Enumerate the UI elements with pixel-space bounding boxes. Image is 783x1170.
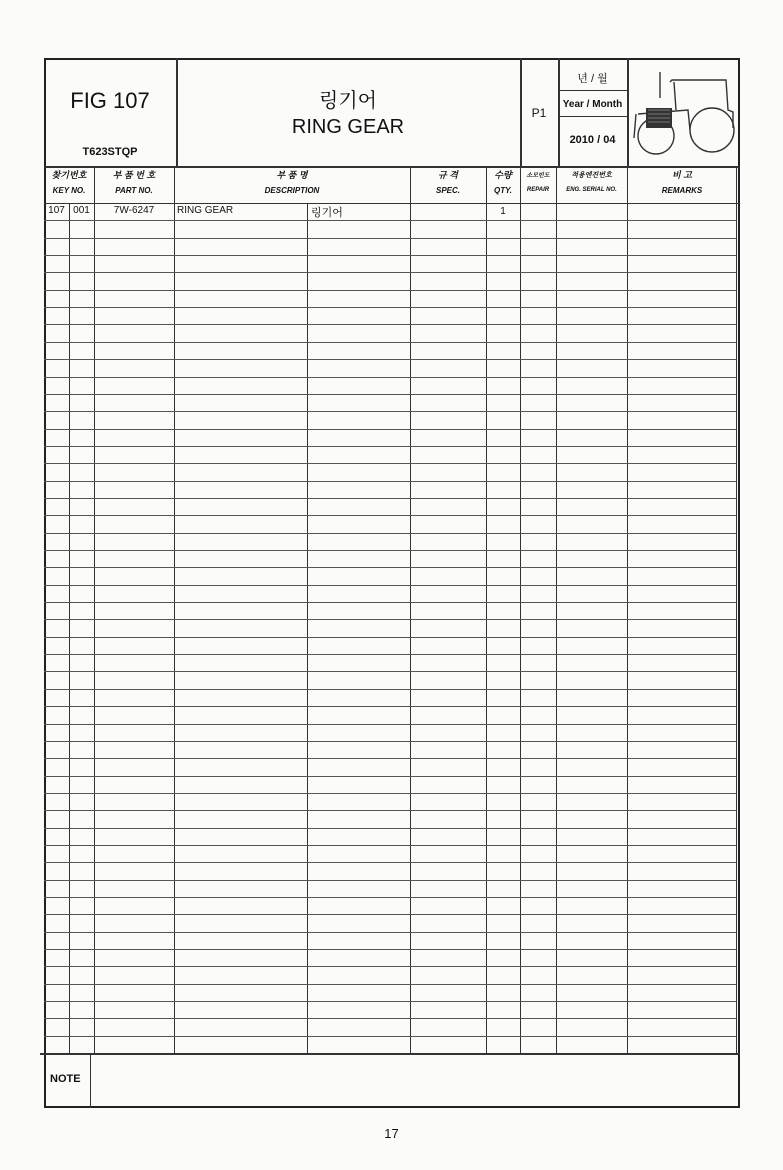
row-rule bbox=[44, 290, 736, 291]
revision-date: 2010 / 04 bbox=[569, 134, 616, 146]
row-rule bbox=[44, 567, 736, 568]
row-rule bbox=[44, 272, 736, 273]
row-rule bbox=[44, 446, 736, 447]
year-month-english: Year / Month bbox=[562, 99, 623, 110]
row-rule bbox=[44, 307, 736, 308]
row-rule bbox=[44, 515, 736, 516]
row-rule bbox=[44, 949, 736, 950]
row-rule bbox=[44, 932, 736, 933]
col-remarks-english: REMARKS bbox=[661, 186, 703, 195]
col-divider-spec bbox=[410, 166, 411, 1053]
col-repair-korean: 소모빈도 bbox=[526, 173, 550, 179]
col-key-korean: 찾기번호 bbox=[51, 170, 87, 180]
row-rule bbox=[44, 706, 736, 707]
title-korean: 링기어 bbox=[319, 90, 377, 112]
row-rule bbox=[44, 619, 736, 620]
note-label: NOTE bbox=[50, 1073, 81, 1085]
row-rule bbox=[44, 810, 736, 811]
col-remarks-korean: 비 고 bbox=[672, 170, 692, 180]
col-desc-english: DESCRIPTION bbox=[264, 186, 320, 195]
row-rule bbox=[44, 828, 736, 829]
row-rule bbox=[44, 880, 736, 881]
row-rule bbox=[44, 411, 736, 412]
row-rule bbox=[44, 724, 736, 725]
col-divider-key bbox=[69, 203, 70, 1053]
row-rule bbox=[44, 220, 736, 221]
cell-desc-kr: 링기어 bbox=[311, 207, 343, 219]
col-part-english: PART NO. bbox=[115, 186, 153, 195]
cell-desc-en: RING GEAR bbox=[177, 205, 234, 216]
row-rule bbox=[44, 637, 736, 638]
cell-key-fig: 107 bbox=[48, 205, 65, 216]
col-divider-right bbox=[736, 166, 737, 1053]
cell-part-no: 7W-6247 bbox=[113, 205, 155, 216]
col-spec-korean: 규 격 bbox=[438, 170, 458, 180]
row-rule bbox=[44, 342, 736, 343]
col-divider-remarks bbox=[627, 166, 628, 1053]
row-rule bbox=[44, 1018, 736, 1019]
row-rule bbox=[44, 689, 736, 690]
col-divider-part bbox=[94, 166, 95, 1053]
row-rule bbox=[44, 463, 736, 464]
col-key-english: KEY NO. bbox=[52, 186, 86, 195]
cell-key-item: 001 bbox=[73, 205, 90, 216]
col-spec-english: SPEC. bbox=[435, 186, 460, 195]
header-divider-4 bbox=[627, 58, 629, 166]
tractor-icon bbox=[630, 64, 736, 160]
row-rule bbox=[44, 793, 736, 794]
row-rule bbox=[44, 324, 736, 325]
row-rule bbox=[44, 741, 736, 742]
row-rule bbox=[44, 671, 736, 672]
row-rule bbox=[44, 498, 736, 499]
col-repair-english: REPAIR bbox=[526, 187, 550, 193]
row-rule bbox=[44, 394, 736, 395]
col-eng-english: ENG. SERIAL NO. bbox=[566, 187, 617, 193]
col-qty-korean: 수량 bbox=[494, 170, 512, 180]
fig-label: FIG 107 bbox=[70, 88, 150, 113]
row-rule bbox=[44, 1001, 736, 1002]
col-eng-korean: 적용엔진번호 bbox=[571, 172, 612, 179]
col-qty-english: QTY. bbox=[494, 186, 512, 195]
row-rule bbox=[44, 377, 736, 378]
model-code: T623STQP bbox=[82, 146, 138, 158]
row-rule bbox=[44, 862, 736, 863]
row-rule bbox=[44, 550, 736, 551]
col-divider-repair bbox=[520, 166, 521, 1053]
row-rule bbox=[44, 1036, 736, 1037]
row-rule bbox=[44, 966, 736, 967]
row-rule bbox=[44, 776, 736, 777]
row-rule bbox=[44, 602, 736, 603]
col-divider-qty bbox=[486, 166, 487, 1053]
column-header-bottom bbox=[44, 203, 740, 204]
row-rule bbox=[44, 758, 736, 759]
year-month-korean: 년 / 월 bbox=[577, 73, 608, 85]
row-rule bbox=[44, 481, 736, 482]
note-label-divider bbox=[90, 1053, 91, 1108]
row-rule bbox=[44, 845, 736, 846]
col-divider-desc-kr bbox=[307, 203, 308, 1053]
date-box-divider-2 bbox=[558, 116, 627, 117]
row-rule bbox=[44, 654, 736, 655]
col-divider-eng bbox=[556, 166, 557, 1053]
page-code: P1 bbox=[531, 106, 547, 120]
col-divider-desc bbox=[174, 166, 175, 1053]
row-rule bbox=[44, 897, 736, 898]
cell-qty: 1 bbox=[500, 206, 506, 217]
row-rule bbox=[44, 914, 736, 915]
col-part-korean: 부 품 번 호 bbox=[112, 170, 156, 180]
row-rule bbox=[44, 984, 736, 985]
title-english: RING GEAR bbox=[291, 116, 405, 138]
col-desc-korean: 부 품 명 bbox=[276, 170, 308, 180]
row-rule bbox=[44, 533, 736, 534]
row-rule bbox=[44, 359, 736, 360]
row-rule bbox=[44, 429, 736, 430]
row-rule bbox=[44, 255, 736, 256]
row-rule bbox=[44, 238, 736, 239]
row-rule bbox=[44, 585, 736, 586]
page-number: 17 bbox=[384, 1126, 399, 1141]
date-box-divider-1 bbox=[558, 90, 627, 91]
note-top-divider bbox=[40, 1053, 740, 1055]
